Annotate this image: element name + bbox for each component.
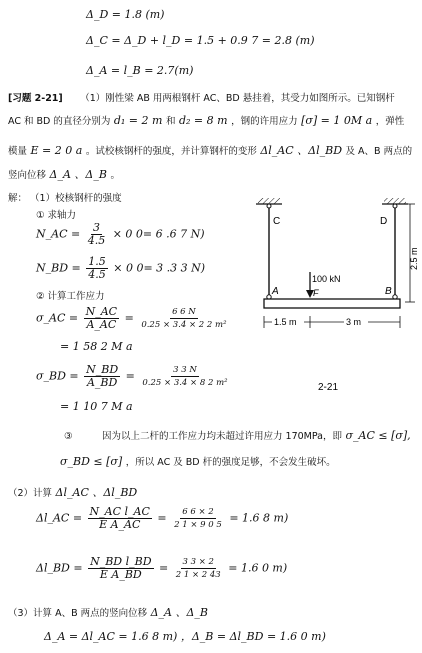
load-value: 100 kN [312,274,341,284]
sub-step-3: ③ [64,431,73,442]
sigma-ac-lhs: σ_AC = [36,311,79,325]
problem-line-4 [8,166,120,182]
label-a: A [272,286,279,297]
eq-delta-a: Δ_A = l_B = 2.7(m) [86,64,194,77]
dl-ac-lhs: Δl_AC = [36,511,83,525]
eq-dl-bd: Δl_BD = $\frac{\text{N\_BD l\_BD}}{\text{E A\_BD}}$ = $\frac{3 3 \times 2}{2 1 \times 2 43}$ = 1.6 0 m) [36,555,288,581]
support-d [382,198,408,204]
condition-bd: σ_BD ≤ [σ] [60,455,123,468]
support-c [256,198,282,204]
dim-left: 1.5 m [274,317,297,327]
problem-and: 和 [165,116,176,127]
eq-delta-d: Δ_D = 1.8 (m) [86,8,165,21]
sigma-bd-lhs: σ_BD = [36,369,79,383]
eq-sigma-bd: σ_BD = $\frac{N\_BD}{A\_BD}$ = $\frac{3 3 N}{\text{0.25 × 3.4 × 8 2 m²}}$ [36,363,228,389]
final-displacements [44,628,326,644]
diameter-d1: d₁ = 2 m [113,114,163,127]
dl-bd-den2: 2 1 × 2 43 [175,570,221,580]
eq-sigma-ac: σ_AC = $\frac{N\_AC}{A\_AC}$ = $\frac{6 6 N}{\text{0.25 × 3.4 × 2 2 m²}}$ [36,305,227,331]
n-ac-rhs: × 0 0= 6 .6 7 N) [112,227,205,241]
pin-d [393,204,397,208]
problem-text-2a: AC 和 BD 的直径分别为 [8,116,111,127]
problem-text-2b: ，钢的许用应力 [231,116,298,127]
pin-c [267,204,271,208]
step-1-title: （1）校核钢杆的强度 [30,193,122,204]
conclusion-line-2 [60,454,336,468]
sub-step-3-line [64,428,411,442]
problem-line-1 [8,90,395,104]
sigma-ac-result: = 1 58 2 M a [60,340,133,353]
sub-step-1: ① 求轴力 [36,210,77,221]
sigma-bd-den1: A_BD [86,376,118,389]
figure-caption: 2-21 [318,382,339,393]
problem-line-3 [8,142,412,158]
sigma-bd-num1: N_BD [86,363,119,376]
dl-ac-result: = 1.6 8 m) [229,511,289,525]
sigma-ac-num2: 6 6 N [172,307,196,317]
problem-label: [习题 2-21] [8,93,63,104]
eq-delta-c: Δ_C = Δ_D + l_D = 1.5 + 0.9 7 = 2.8 (m) [86,34,315,47]
label-f: F [313,288,319,298]
dl-ac-num2: 6 6 × 2 [182,507,214,517]
conclusion-2: ，所以 AC 及 BD 杆的强度足够，不会发生破坏。 [125,457,336,468]
problem-end: 。 [110,170,120,181]
dl-ac-den2: 2 1 × 9 0 5 [174,520,222,530]
problem-text-2c: ，弹性 [375,116,405,127]
eq-n-ac [36,222,205,247]
sigma-bd-num2: 3 3 N [173,365,197,375]
sigma-bd-result: = 1 10 7 M a [60,400,133,413]
sigma-bd-den2: 0.25 × 3.4 × 8 2 m² [142,378,228,388]
problem-text-1: （1）刚性梁 AB 用两根钢杆 AC、BD 悬挂着，其受力如图所示。已知钢杆 [80,93,395,104]
dl-ac-num1: N_AC l_AC [89,505,150,518]
allowable-stress: [σ] = 1 0M a [301,114,373,127]
eq-n-bd [36,256,205,281]
step-3-title: （3）计算 A、B 两点的竖向位移 [8,608,148,619]
deformation-vars: Δl_AC 、Δl_BD [260,144,343,157]
dl-bd-num1: N_BD l_BD [90,555,152,568]
solution-label: 解： [8,193,28,204]
n-bd-lhs: N_BD = [36,261,81,275]
diameter-d2: d₂ = 8 m [178,114,228,127]
n-ac-lhs: N_AC = [36,227,81,241]
step-2-title: （2）计算 [8,488,53,499]
problem-text-3a: 模量 [8,146,28,157]
final-delta-b: ，Δ_B = Δl_BD = 1.6 0 m) [180,630,326,643]
solution-step-3 [8,604,208,620]
sigma-ac-den2: 0.25 × 3.4 × 2 2 m² [141,320,227,330]
eq-dl-ac: Δl_AC = $\frac{\text{N\_AC l\_AC}}{\text{E A\_AC}}$ = $\frac{6 6 \times 2}{2 1 \times 9 0 5}$ = 1.6 8 m) [36,505,289,531]
dim-right: 3 m [346,317,362,327]
condition-ac: σ_AC ≤ [σ], [345,429,411,442]
sub-step-2: ② 计算工作应力 [36,291,105,302]
step-2-vars: Δl_AC 、Δl_BD [55,486,138,499]
dl-ac-den1: E A_AC [99,518,141,531]
n-ac-num: 3 [92,221,100,234]
problem-text-3c: 及 A、B 两点的 [345,146,413,157]
dl-bd-num2: 3 3 × 2 [182,557,214,567]
final-delta-a: Δ_A = Δl_AC = 1.6 8 m) [44,630,178,643]
dl-bd-den1: E A_BD [99,568,142,581]
conclusion-1: 因为以上二杆的工作应力均未超过许用应力 170MPa，即 [102,431,343,442]
solution-step-2 [8,484,137,500]
problem-line-2 [8,113,404,127]
problem-text-3b: 。试校核钢杆的强度，并计算钢杆的变形 [85,146,257,157]
figure-2-21 [248,190,420,420]
n-bd-num: 1.5 [88,255,106,268]
problem-text-4: 竖向位移 [8,170,47,181]
elastic-modulus: E = 2 0 a [30,144,83,157]
step-3-vars: Δ_A 、Δ_B [150,606,209,619]
n-ac-den: 4.5 [87,234,106,247]
beam-ab [264,299,400,308]
label-d: D [380,216,388,227]
sigma-ac-den1: A_AC [86,318,117,331]
displacement-vars: Δ_A 、Δ_B [49,168,107,181]
dl-bd-result: = 1.6 0 m) [228,561,288,575]
label-c: C [273,216,281,227]
n-bd-rhs: × 0 0= 3 .3 3 N) [113,261,206,275]
label-b: B [385,286,392,297]
sigma-ac-num1: N_AC [85,305,118,318]
dim-height: 2.5 m [409,247,419,270]
solution-step-1 [8,190,122,204]
dl-bd-lhs: Δl_BD = [36,561,83,575]
n-bd-den: 4.5 [88,268,106,281]
